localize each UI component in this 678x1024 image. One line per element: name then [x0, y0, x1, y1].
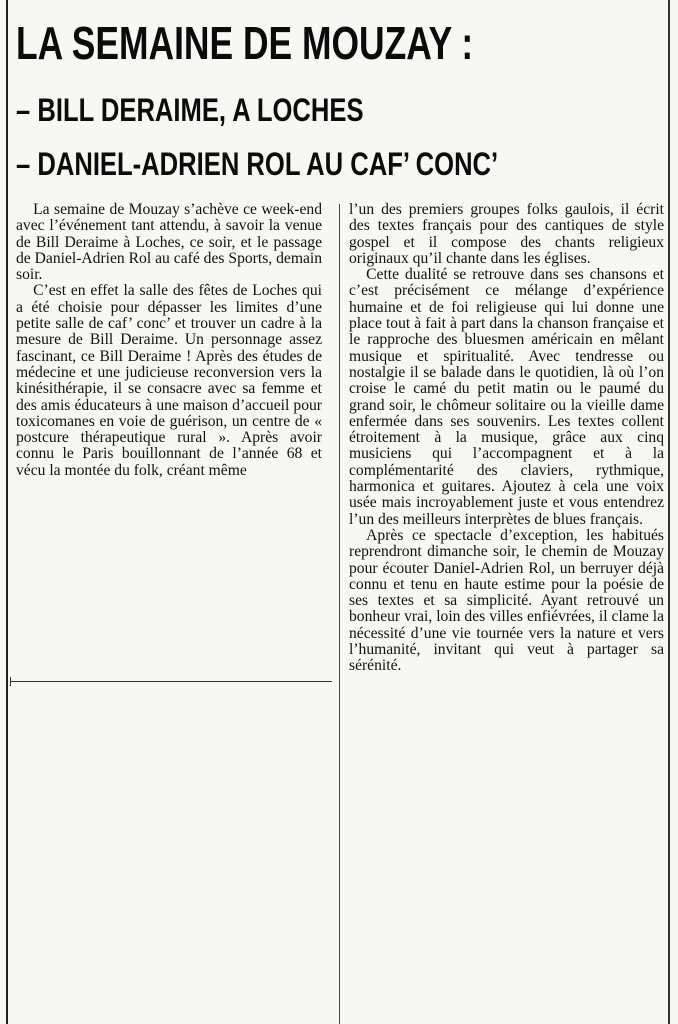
- headline-subtitle-daniel-adrien-rol: – DANIEL-ADRIEN ROL AU CAF’ CONC’: [16, 146, 499, 182]
- article-column-left: [16, 202, 322, 479]
- headline-title: LA SEMAINE DE MOUZAY :: [16, 17, 474, 69]
- column-divider: [339, 204, 340, 1024]
- clipping-border-right: [668, 0, 670, 1024]
- headline-subtitle-bill-deraime: – BILL DERAIME, A LOCHES: [16, 92, 364, 128]
- article-paragraph: Cette dualité se retrouve dans ses chansons et c’est précisément ce mélange d’expérience humaine et de foi religieuse qui lui donne une place tout à fait à part dans la chanson française et le rapproche des bluesmen américain en mêlant musique et spiritualité. Avec tendresse ou nostalgie il se balade dans le quotidien, là où l’on croise le camé du petit matin ou le paumé du grand soir, le chômeur solitaire ou la vieille dame enfermée dans ses souvenirs. Les textes collent étroitement à la musique, grâce aux cinq musiciens qui l’accompagnent et à la complémentarité des claviers, rythmique, harmonica et guitares. Ajoutez à cela une voix usée mais incroyablement juste et vous entendrez l’un des meilleurs interprètes de blues français.: [349, 266, 664, 528]
- column-end-rule: [10, 681, 332, 682]
- clipping-border-left: [6, 0, 8, 1024]
- article-paragraph: Après ce spectacle d’exception, les habitués reprendront dimanche soir, le chemin de Mouzay pour écouter Daniel-Adrien Rol, un berruyer déjà connu et tenu en haute estime pour la poésie de ses textes et sa simplicité. Ayant retrouvé un bonheur vrai, loin des villes enfiévrées, il clame la nécessité d’une vie tournée vers la nature et vers l’humanité, invitant qui veut à partager sa sérénité.: [349, 526, 664, 675]
- article-paragraph: l’un des premiers groupes folks gaulois, il écrit des textes français pour des cantiques de style gospel et il compose des chants religieux originaux qu’il chante dans les églises.: [349, 201, 664, 267]
- article-paragraph: C’est en effet la salle des fêtes de Loches qui a été choisie pour dépasser les limites d’une petite salle de caf’ conc’ et trouver un cadre à la mesure de Bill Deraime. Un personnage assez fascinant, ce Bill Deraime ! Après des études de médecine et une judicieuse reconversion vers la kinésithérapie, il se consacre avec sa femme et des amis éducateurs à une maison d’accueil pour toxicomanes en voie de guérison, un centre de « postcure thérapeutique rural ». Après avoir connu le Paris bouillonnant de l’année 68 et vécu la montée du folk, créant même: [16, 282, 322, 479]
- article-paragraph: La semaine de Mouzay s’achève ce week-end avec l’événement tant attendu, à savoir la venue de Bill Deraime à Loches, ce soir, et le passage de Daniel-Adrien Rol au café des Sports, demain soir.: [16, 201, 322, 284]
- article-column-right: [349, 202, 664, 675]
